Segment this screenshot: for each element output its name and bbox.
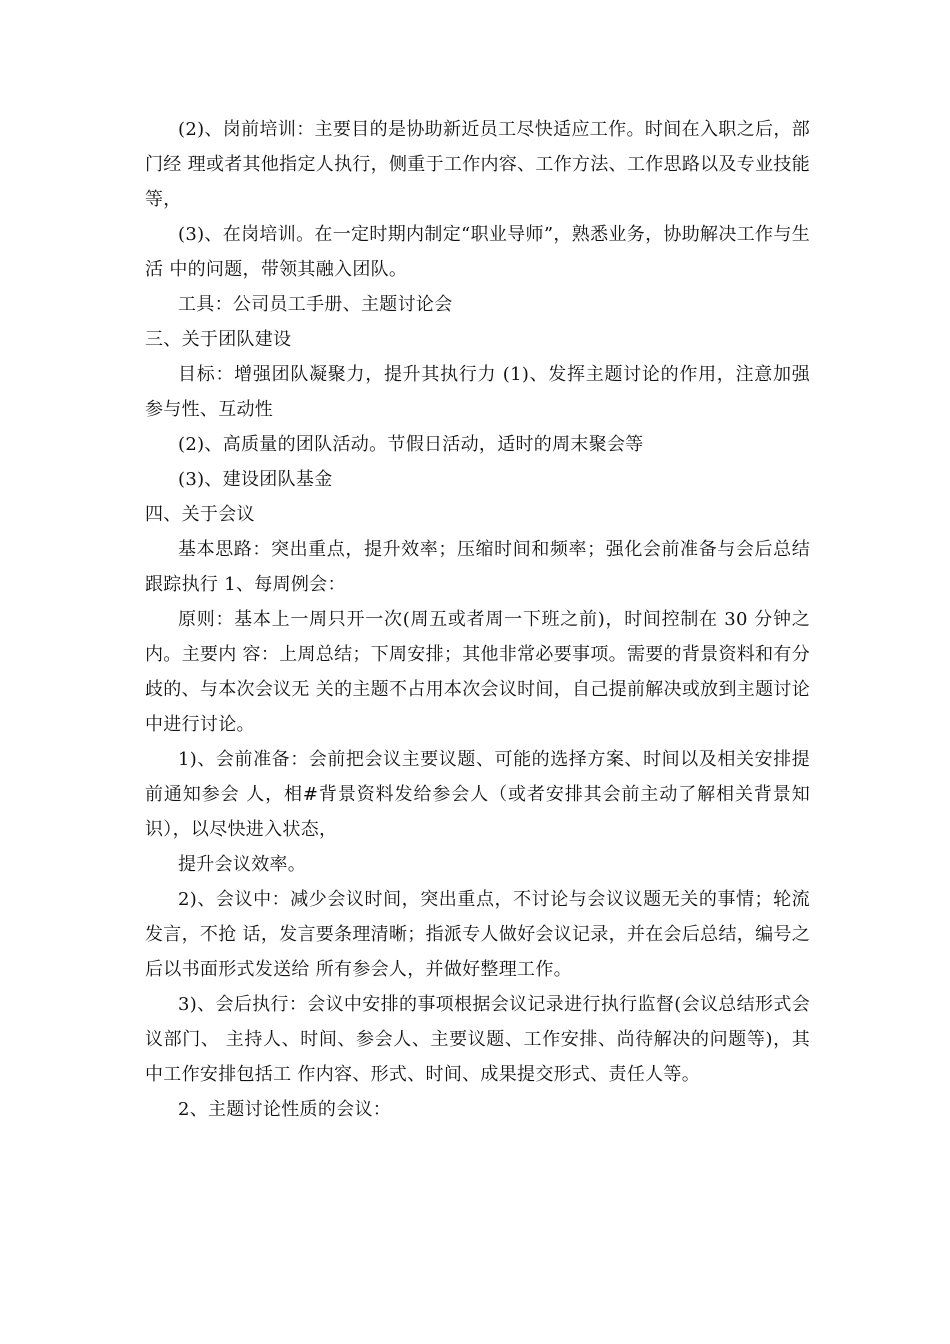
paragraph-post-meeting: 3)、会后执行：会议中安排的事项根据会议记录进行执行监督(会议总结形式会议部门、 主持人、时间、参会人、主要议题、工作安排、尚待解决的问题等)，其中工作安排包括工 作内容、形式、时间、成果提交形式、责任人等。 (145, 994, 810, 1085)
paragraph-meeting-efficiency: 提升会议效率。 (178, 854, 307, 875)
document-body (145, 112, 810, 1127)
section-heading-team-building: 三、关于团队建设 (145, 329, 292, 350)
paragraph-team-activities: (2)、高质量的团队活动。节假日活动，适时的周末聚会等 (178, 434, 644, 455)
paragraph-meeting-approach: 基本思路：突出重点，提升效率；压缩时间和频率；强化会前准备与会后总结跟踪执行 1、每周例会： (145, 539, 810, 595)
paragraph-during-meeting: 2)、会议中：减少会议时间，突出重点，不讨论与会议议题无关的事情；轮流发言，不抢 话，发言要条理清晰；指派专人做好会议记录，并在会后总结，编号之后以书面形式发送给 所有参会人，并做好整理工作。 (145, 889, 810, 980)
paragraph-team-goal: 目标：增强团队凝聚力，提升其执行力 (1)、发挥主题讨论的作用，注意加强参与性、互动性 (145, 364, 810, 420)
section-heading-meetings: 四、关于会议 (145, 504, 255, 525)
paragraph-tools: 工具：公司员工手册、主题讨论会 (178, 294, 453, 315)
paragraph-topic-discussion: 2、主题讨论性质的会议： (178, 1099, 392, 1120)
paragraph-meeting-principles: 原则：基本上一周只开一次(周五或者周一下班之前)，时间控制在 30 分钟之内。主要内 容：上周总结；下周安排；其他非常必要事项。需要的背景资料和有分歧的、与本次会议无 关的主题不占用本次会议时间，自己提前解决或放到主题讨论中进行讨论。 (145, 609, 810, 735)
paragraph-pre-job-training: (2)、岗前培训：主要目的是协助新近员工尽快适应工作。时间在入职之后，部门经 理或者其他指定人执行，侧重于工作内容、工作方法、工作思路以及专业技能等， (145, 119, 810, 210)
paragraph-on-job-training: (3)、在岗培训。在一定时期内制定“职业导师”，熟悉业务，协助解决工作与生活 中的问题，带领其融入团队。 (145, 224, 810, 280)
paragraph-team-fund: (3)、建设团队基金 (178, 469, 333, 490)
paragraph-pre-meeting-prep: 1)、会前准备：会前把会议主要议题、可能的选择方案、时间以及相关安排提前通知参会 人，相#背景资料发给参会人（或者安排其会前主动了解相关背景知识），以尽快进入状态， (145, 749, 810, 840)
